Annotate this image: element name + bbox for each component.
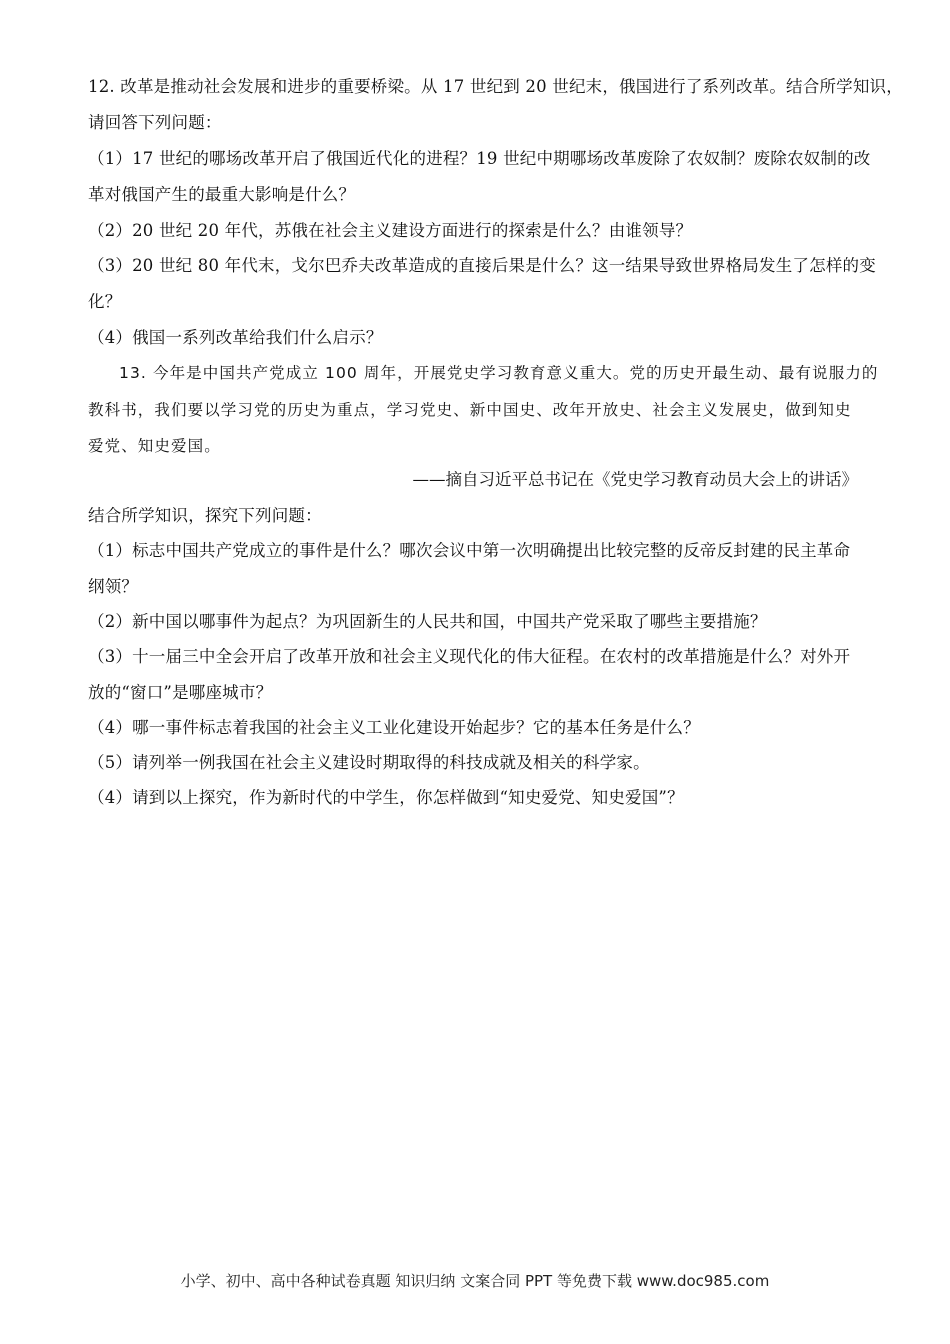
q12-sub1-line-2: 革对俄国产生的最重大影响是什么？ xyxy=(88,185,356,204)
q13-sub1-line-2: 纲领？ xyxy=(88,577,139,596)
q13-sub3-line-2: 放的“窗口”是哪座城市？ xyxy=(88,683,273,702)
q12-sub3-line-2: 化？ xyxy=(88,292,122,311)
q12-sub2: （2）20 世纪 20 年代，苏俄在社会主义建设方面进行的探索是什么？由谁领导？ xyxy=(88,221,693,240)
q13-sub6: （4）请到以上探究，作为新时代的中学生，你怎样做到“知史爱党、知史爱国”？ xyxy=(88,788,684,807)
q13-sub5: （5）请列举一例我国在社会主义建设时期取得的科技成就及相关的科学家。 xyxy=(88,753,650,772)
q12-sub4: （4）俄国一系列改革给我们什么启示？ xyxy=(88,328,383,347)
q12-sub1-line-1: （1）17 世纪的哪场改革开启了俄国近代化的进程？19 世纪中期哪场改革废除了农奴制？废除农奴制的改 xyxy=(88,149,871,168)
q13-sub1-line-1: （1）标志中国共产党成立的事件是什么？哪次会议中第一次明确提出比较完整的反帝反封建的民主革命 xyxy=(88,541,851,560)
q13-material-line-3: 爱党、知史爱国。 xyxy=(88,437,221,455)
q13-material-line-2: 教科书，我们要以学习党的历史为重点，学习党史、新中国史、改年开放史、社会主义发展史，做到知史 xyxy=(88,401,852,419)
q12-stem-line-2: 请回答下列问题： xyxy=(88,113,222,132)
q13-material-line-1: 13. 今年是中国共产党成立 100 周年，开展党史学习教育意义重大。党的历史开最生动、最有说服力的 xyxy=(119,364,879,382)
q13-sub3-line-1: （3）十一届三中全会开启了改革开放和社会主义现代化的伟大征程。在农村的改革措施是什么？对外开 xyxy=(88,647,851,666)
page-footer: 小学、初中、高中各种试卷真题 知识归纳 文案合同 PPT 等免费下载 www.doc985.com xyxy=(180,1272,770,1290)
q12-stem-line-1: 12. 改革是推动社会发展和进步的重要桥梁。从 17 世纪到 20 世纪末，俄国进行了系列改革。结合所学知识， xyxy=(88,77,903,96)
q13-sub2: （2）新中国以哪事件为起点？为巩固新生的人民共和国，中国共产党采取了哪些主要措施？ xyxy=(88,612,767,631)
q12-sub3-line-1: （3）20 世纪 80 年代末，戈尔巴乔夫改革造成的直接后果是什么？这一结果导致世界格局发生了怎样的变 xyxy=(88,256,876,275)
quote-source: ——摘自习近平总书记在《党史学习教育动员大会上的讲话》 xyxy=(412,470,858,489)
q13-sub4: （4）哪一事件标志着我国的社会主义工业化建设开始起步？它的基本任务是什么？ xyxy=(88,718,700,737)
q13-stem: 结合所学知识，探究下列问题： xyxy=(88,506,322,525)
